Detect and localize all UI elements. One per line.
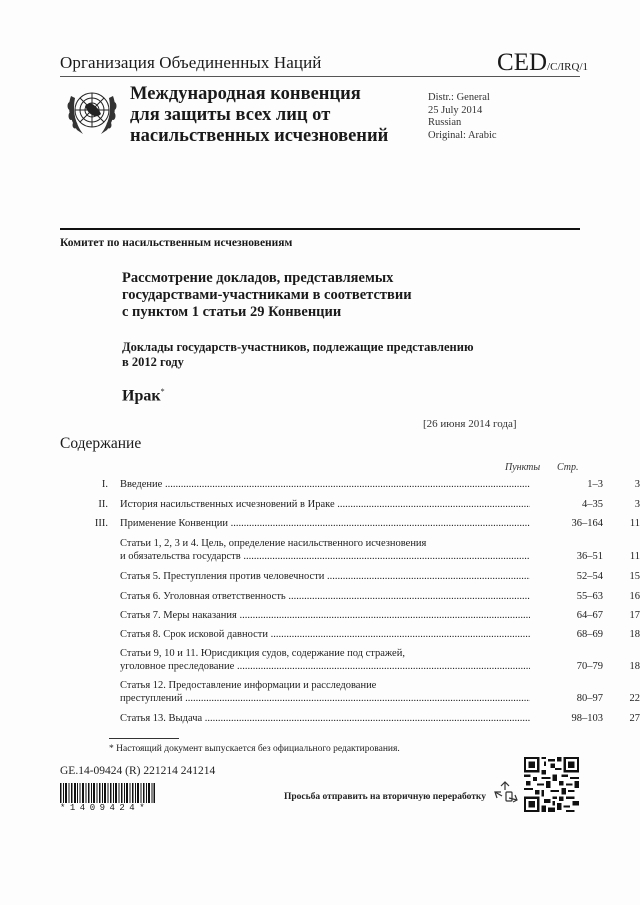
sub-heading-line: Доклады государств-участников, подлежащие представлению [122, 340, 474, 354]
leader-dots [237, 610, 530, 621]
toc-entry-text: Статья 7. Меры наказания [120, 610, 237, 621]
sub-heading-line: в 2012 году [122, 355, 184, 369]
footnote: * Настоящий документ выпускается без официального редактирования. [109, 744, 400, 754]
toc-entry-paragraphs: 98–103 [571, 713, 603, 724]
contents-title: Содержание [60, 435, 142, 452]
toc-entry-paragraphs: 64–67 [576, 610, 603, 621]
toc-entry-paragraphs: 80–97 [576, 693, 603, 704]
toc-entry-title [120, 570, 530, 584]
toc-entry-title-line2 [120, 660, 530, 674]
distribution-info [428, 92, 497, 142]
toc-entry-title [120, 478, 530, 492]
leader-dots [335, 499, 530, 510]
toc-entry-page: 18 [629, 661, 640, 672]
toc-entry-paragraphs: 36–51 [576, 551, 603, 562]
toc-entry-paragraphs: 4–35 [582, 499, 603, 510]
subject-line: Рассмотрение докладов, представляемых [122, 270, 394, 286]
toc-entry-title-line1 [120, 537, 530, 551]
barcode-icon [60, 783, 155, 803]
recycle-notice: Просьба отправить на вторичную переработку [284, 792, 486, 802]
toc-entry-title-line1 [120, 679, 530, 693]
toc-entry-text: преступлений [120, 693, 183, 704]
country-name: Ирак [122, 387, 161, 405]
leader-dots [241, 551, 530, 562]
toc-entry-number: II. [98, 499, 108, 510]
toc-entry-page: 11 [629, 518, 640, 529]
footnote-mark: * [160, 387, 165, 396]
committee-name: Комитет по насильственным исчезновениям [60, 237, 293, 249]
toc-entry-title [120, 712, 530, 726]
leader-dots [268, 629, 530, 640]
toc-entry-paragraphs: 70–79 [576, 661, 603, 672]
toc-entry-text: уголовное преследование [120, 661, 235, 672]
job-number: GE.14-09424 (R) 221214 241214 [60, 765, 216, 777]
toc-entry-title [120, 609, 530, 623]
toc-entry-paragraphs: 52–54 [576, 571, 603, 582]
toc-entry-title-line2 [120, 692, 530, 706]
toc-entry-paragraphs: 55–63 [576, 591, 603, 602]
toc-entry-number: III. [94, 518, 108, 529]
symbol-main: CED [497, 49, 548, 76]
qr-code-icon [524, 757, 579, 812]
toc-entry-text: Статьи 9, 10 и 11. Юрисдикция судов, содержание под стражей, [120, 648, 405, 659]
toc-entry-text: Статья 12. Предоставление информации и расследование [120, 680, 377, 691]
country-title [122, 387, 165, 405]
header-thick-rule [60, 228, 580, 230]
toc-column-paragraphs: Пункты [505, 462, 541, 473]
leader-dots [202, 713, 530, 724]
leader-dots [234, 661, 530, 672]
leader-dots [162, 479, 530, 490]
subject-line: с пунктом 1 статьи 29 Конвенции [122, 304, 342, 320]
footnote-separator [109, 738, 179, 739]
symbol-sub: /C/IRQ/1 [547, 61, 588, 73]
toc-column-page: Стр. [557, 462, 579, 473]
toc-entry-paragraphs: 68–69 [576, 629, 603, 640]
distribution-type: Distr.: General [428, 92, 490, 103]
toc-entry-text: Статья 6. Уголовная ответственность [120, 591, 286, 602]
subject-line: государствами-участниками в соответствии [122, 287, 412, 303]
sub-heading [122, 340, 474, 370]
toc-entry-paragraphs: 36–164 [571, 518, 603, 529]
toc-entry-page: 3 [634, 499, 640, 510]
toc-entry-number: I. [101, 479, 108, 490]
leader-dots [286, 591, 530, 602]
organization-name: Организация Объединенных Наций [60, 53, 322, 72]
convention-title-line: для защиты всех лиц от [130, 105, 331, 125]
toc-entry-text: Статья 8. Срок исковой давности [120, 629, 268, 640]
leader-dots [228, 518, 530, 529]
toc-entry-text: История насильственных исчезновений в Ираке [120, 499, 335, 510]
language: Russian [428, 117, 462, 128]
convention-title-line: насильственных исчезновений [130, 126, 389, 146]
leader-dots [183, 693, 530, 704]
toc-entry-text: Введение [120, 479, 163, 490]
toc-entry-page: 3 [634, 479, 640, 490]
original-language: Original: Arabic [428, 129, 497, 141]
toc-entry-text: Статья 5. Преступления против человечности [120, 571, 325, 582]
toc-entry-page: 17 [629, 610, 640, 621]
toc-entry-title-line1 [120, 647, 530, 661]
toc-entry-page: 16 [629, 591, 640, 602]
issue-date: 25 July 2014 [428, 104, 483, 116]
subject-heading [122, 270, 412, 321]
header-rule [60, 76, 580, 77]
toc-entry-paragraphs: 1–3 [587, 479, 603, 490]
toc-entry-text: Статьи 1, 2, 3 и 4. Цель, определение насильственного исчезновения [120, 538, 427, 549]
document-symbol [497, 49, 588, 77]
toc-entry-page: 22 [629, 693, 640, 704]
toc-entry-page: 27 [629, 713, 640, 724]
toc-entry-title [120, 590, 530, 604]
toc-entry-page: 18 [629, 629, 640, 640]
toc-entry-page: 11 [629, 551, 640, 562]
toc-entry-title-line2 [120, 550, 530, 564]
toc-entry-text: Применение Конвенции [120, 518, 228, 529]
recycle-icon [493, 780, 519, 808]
report-date: [26 июня 2014 года] [423, 418, 517, 430]
convention-title-line: Международная конвенция [130, 84, 361, 104]
barcode-number: *1409424* [60, 803, 150, 813]
toc-entry-text: Статья 13. Выдача [120, 713, 203, 724]
toc-entry-title [120, 498, 530, 512]
toc-entry-text: и обязательства государств [120, 551, 241, 562]
toc-entry-title [120, 628, 530, 642]
toc-entry-page: 15 [629, 571, 640, 582]
leader-dots [324, 571, 530, 582]
convention-title [130, 84, 388, 147]
un-emblem-icon [63, 84, 121, 140]
toc-entry-title [120, 517, 530, 531]
